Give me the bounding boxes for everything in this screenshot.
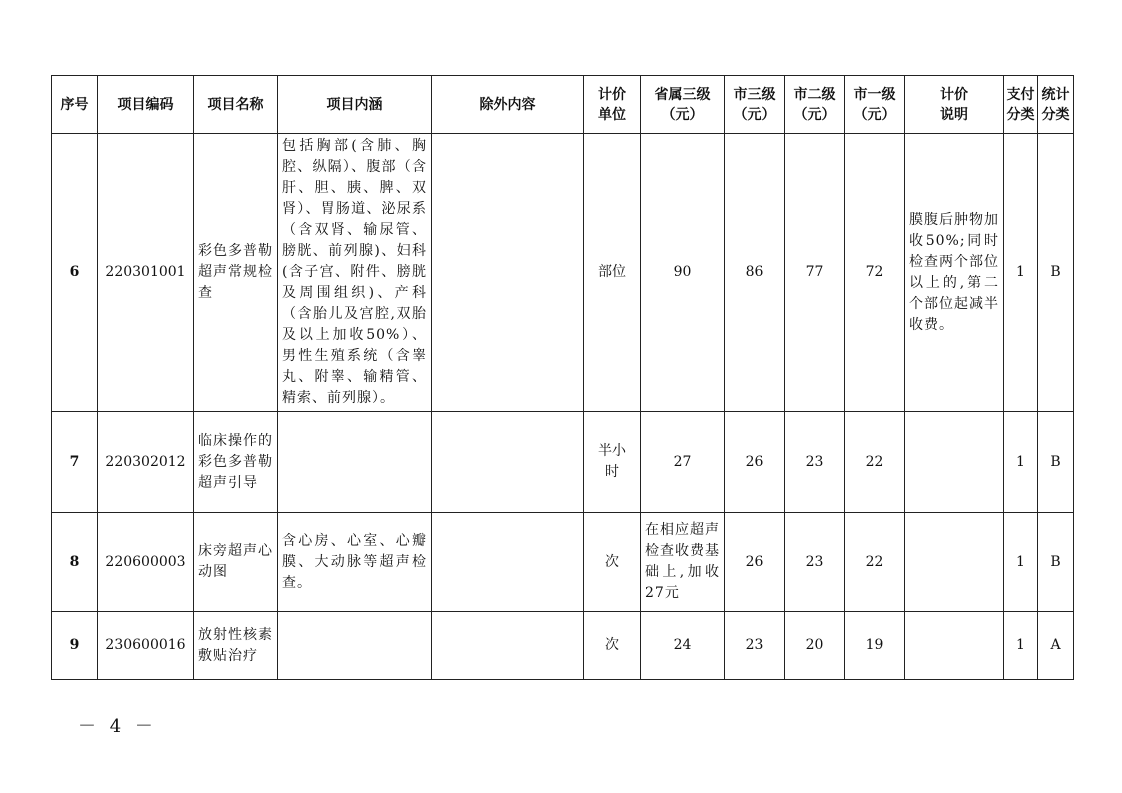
cell-stat-class: B: [1038, 134, 1074, 412]
header-payment-class-line2: 分类: [1006, 106, 1035, 123]
cell-provincial-l3: 90: [641, 134, 725, 412]
cell-unit: 半小时: [584, 412, 641, 513]
cell-payment-class: 1: [1004, 513, 1038, 612]
cell-city-l2: 23: [785, 513, 845, 612]
header-row: [52, 76, 1074, 134]
cell-city-l3: 26: [725, 412, 785, 513]
cell-city-l3: 86: [725, 134, 785, 412]
cell-seq: 7: [52, 412, 98, 513]
price-table: [51, 75, 1074, 680]
header-unit-line2: 单位: [598, 106, 626, 123]
cell-city-l2: 20: [785, 612, 845, 680]
header-unit: [584, 76, 641, 134]
header-payment-class-line1: 支付: [1006, 86, 1035, 103]
cell-seq: 6: [52, 134, 98, 412]
header-city-l1-line1: 市一级: [853, 86, 896, 103]
cell-pricing-note: 膜腹后肿物加收50%;同时检查两个部位以上的,第二个部位起减半收费。: [905, 134, 1004, 412]
cell-stat-class: B: [1038, 412, 1074, 513]
cell-city-l1: 19: [845, 612, 905, 680]
header-pricing-note: [905, 76, 1004, 134]
cell-code: 220301001: [98, 134, 194, 412]
header-stat-class: [1038, 76, 1074, 134]
cell-pricing-note: [905, 412, 1004, 513]
cell-provincial-l3: 在相应超声检查收费基础上,加收27元: [641, 513, 725, 612]
cell-name: 临床操作的彩色多普勒超声引导: [194, 412, 278, 513]
cell-unit: 部位: [584, 134, 641, 412]
header-code: 项目编码: [98, 76, 194, 134]
header-content: 项目内涵: [278, 76, 432, 134]
table-row: [52, 612, 1074, 680]
cell-city-l3: 23: [725, 612, 785, 680]
cell-city-l3: 26: [725, 513, 785, 612]
table-row: [52, 134, 1074, 412]
cell-payment-class: 1: [1004, 134, 1038, 412]
cell-stat-class: B: [1038, 513, 1074, 612]
header-stat-class-line2: 分类: [1041, 106, 1070, 123]
cell-provincial-l3: 24: [641, 612, 725, 680]
table-row: [52, 513, 1074, 612]
header-city-l1: [845, 76, 905, 134]
cell-exclusion: [432, 134, 584, 412]
cell-exclusion: [432, 513, 584, 612]
header-stat-class-line1: 统计: [1041, 86, 1070, 103]
cell-unit: 次: [584, 612, 641, 680]
cell-city-l1: 72: [845, 134, 905, 412]
header-pricing-note-line1: 计价: [940, 86, 968, 103]
cell-payment-class: 1: [1004, 612, 1038, 680]
header-pricing-note-line2: 说明: [940, 106, 968, 123]
header-name: 项目名称: [194, 76, 278, 134]
cell-stat-class: A: [1038, 612, 1074, 680]
page-number: － 4 －: [78, 716, 157, 737]
header-provincial-l3-line1: 省属三级: [654, 86, 711, 103]
header-provincial-l3-line2: （元）: [661, 106, 704, 123]
cell-name: 放射性核素敷贴治疗: [194, 612, 278, 680]
cell-exclusion: [432, 412, 584, 513]
cell-pricing-note: [905, 612, 1004, 680]
cell-city-l2: 23: [785, 412, 845, 513]
cell-code: 220302012: [98, 412, 194, 513]
table-row: [52, 412, 1074, 513]
cell-provincial-l3: 27: [641, 412, 725, 513]
cell-content: 包括胸部(含肺、胸腔、纵隔）、腹部（含肝、胆、胰、脾、双肾）、胃肠道、泌尿系（含双肾、输尿管、膀胱、前列腺)、妇科(含子宫、附件、膀胱及周围组织)、产科（含胎儿及宫腔,双胎及以上加收50%）、男性生殖系统（含睾丸、附睾、输精管、精索、前列腺）。: [278, 134, 432, 412]
cell-code: 230600016: [98, 612, 194, 680]
header-city-l3: [725, 76, 785, 134]
cell-code: 220600003: [98, 513, 194, 612]
cell-name: 彩色多普勒超声常规检查: [194, 134, 278, 412]
cell-seq: 9: [52, 612, 98, 680]
cell-content: [278, 412, 432, 513]
cell-content: 含心房、心室、心瓣膜、大动脉等超声检查。: [278, 513, 432, 612]
cell-city-l1: 22: [845, 412, 905, 513]
cell-exclusion: [432, 612, 584, 680]
header-unit-line1: 计价: [598, 86, 626, 103]
cell-pricing-note: [905, 513, 1004, 612]
cell-name: 床旁超声心动图: [194, 513, 278, 612]
cell-payment-class: 1: [1004, 412, 1038, 513]
header-provincial-l3: [641, 76, 725, 134]
cell-city-l1: 22: [845, 513, 905, 612]
header-city-l3-line2: （元）: [733, 106, 776, 123]
header-city-l2-line2: （元）: [793, 106, 836, 123]
cell-unit: 次: [584, 513, 641, 612]
cell-content: [278, 612, 432, 680]
header-city-l2-line1: 市二级: [793, 86, 836, 103]
header-city-l1-line2: （元）: [853, 106, 896, 123]
cell-city-l2: 77: [785, 134, 845, 412]
cell-seq: 8: [52, 513, 98, 612]
header-city-l2: [785, 76, 845, 134]
header-payment-class: [1004, 76, 1038, 134]
header-seq: 序号: [52, 76, 98, 134]
header-exclusion: 除外内容: [432, 76, 584, 134]
header-city-l3-line1: 市三级: [733, 86, 776, 103]
